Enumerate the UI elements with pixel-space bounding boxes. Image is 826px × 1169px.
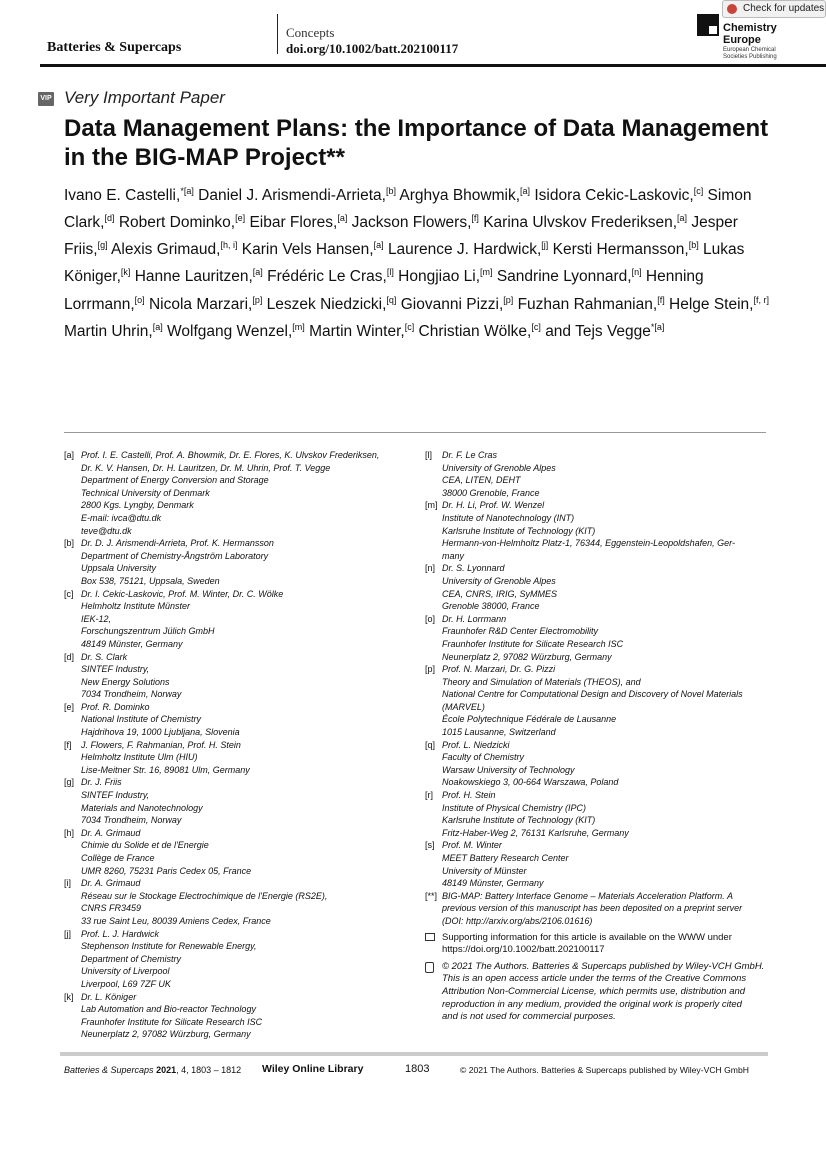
author-name: Nicola Marzari,	[148, 295, 253, 313]
affiliation-line: Dr. K. V. Hansen, Dr. H. Lauritzen, Dr. M. Uhrin, Prof. T. Vegge	[81, 462, 331, 473]
license-line-3: Attribution Non-Commercial License, which permits use, distribution and	[442, 985, 746, 997]
affiliation-line: University of Grenoble Alpes	[442, 462, 556, 473]
affiliation-line: University of Liverpool	[81, 966, 170, 977]
affiliation-line: 7034 Trondheim, Norway	[81, 815, 182, 826]
affiliation-entry	[425, 499, 770, 562]
affiliation-line: University of Grenoble Alpes	[442, 575, 556, 586]
footer-volume-pages: , 4, 1803 – 1812	[176, 1065, 242, 1075]
author-name: Martin Winter,	[309, 322, 405, 340]
affiliation-line: École Polytechnique Fédérale de Lausanne	[442, 714, 617, 725]
author-affiliation-marker: [f]	[471, 213, 479, 224]
author-name: Christian Wölke,	[418, 322, 532, 340]
affiliation-line: Prof. I. E. Castelli, Prof. A. Bhowmik, Dr. E. Flores, K. Ulvskov Frederiksen,	[81, 450, 380, 460]
affiliations-left-column	[64, 449, 404, 1041]
affiliation-line: Fraunhofer Institute for Silicate Research ISC	[81, 1016, 263, 1027]
affiliation-line: Helmholtz Institute Münster	[81, 601, 191, 612]
logo-text-chemistry: Chemistry	[723, 22, 777, 34]
author-affiliation-marker: [j]	[541, 240, 549, 251]
license-line-2: This is an open access article under the terms of the Creative Commons	[442, 973, 747, 985]
affiliation-line: Dr. I. Cekic-Laskovic, Prof. M. Winter, Dr. C. Wölke	[81, 588, 284, 599]
affiliation-entry	[64, 928, 404, 991]
author-affiliation-marker: [c]	[693, 186, 704, 196]
wiley-online-library-link[interactable]: Wiley Online Library	[262, 1063, 364, 1075]
doi-link[interactable]: doi.org/10.1002/batt.202100117	[286, 41, 459, 56]
affiliation-label: [q]	[425, 739, 436, 750]
affiliation-label: [h]	[64, 827, 75, 838]
affiliation-line: Hermann-von-Helmholtz Platz-1, 76344, Eggenstein-Leopoldshafen, Ger-	[442, 538, 735, 549]
logo-text-europe: Europe	[723, 34, 761, 46]
affiliation-label: [n]	[425, 563, 436, 574]
author-affiliation-marker: [k]	[120, 267, 131, 278]
affiliation-line: Department of Chemistry	[81, 953, 182, 964]
affiliations-right-column	[425, 449, 770, 1024]
affiliation-line: Noakowskiego 3, 00-664 Warszawa, Poland	[442, 777, 619, 788]
author-affiliation-marker: [m]	[292, 321, 305, 332]
check-updates-label: Check for updates	[743, 3, 825, 14]
logo-inner-square	[707, 24, 719, 36]
affiliation-entry	[64, 827, 404, 877]
author-affiliation-marker: [m]	[480, 267, 493, 278]
author-affiliation-marker: [l]	[386, 267, 394, 278]
affiliation-line: New Energy Solutions	[81, 676, 170, 687]
footer-rule	[60, 1052, 768, 1056]
affiliation-line: Réseau sur le Stockage Electrochimique de l'Energie (RS2E),	[81, 890, 328, 901]
affiliation-line: Department of Chemistry-Ångström Laboratory	[81, 550, 269, 561]
affiliation-line: previous version of this manuscript has been deposited on a preprint server	[442, 903, 743, 914]
author-name: Daniel J. Arismendi-Arrieta,	[198, 187, 386, 205]
affiliation-entry	[64, 877, 404, 927]
affiliation-line: Karlsruhe Institute of Technology (KIT)	[442, 815, 596, 826]
affiliation-line: Institute of Physical Chemistry (IPC)	[442, 802, 587, 813]
affiliation-entry	[425, 663, 770, 739]
affiliation-entry	[64, 651, 404, 701]
affiliation-line: Chimie du Solide et de l'Energie	[81, 840, 209, 851]
affiliation-line: Dr. S. Lyonnard	[442, 563, 505, 574]
check-for-updates-button[interactable]	[722, 0, 826, 18]
author-affiliation-marker: [c]	[404, 321, 415, 332]
author-name: Fuzhan Rahmanian,	[517, 295, 658, 313]
author-affiliation-marker: [o]	[134, 294, 145, 305]
affiliation-line: Lab Automation and Bio-reactor Technology	[81, 1004, 256, 1015]
author-name: Robert Dominko,	[118, 214, 236, 232]
author-affiliation-marker: *[a]	[650, 321, 665, 332]
author-name: Sandrine Lyonnard,	[496, 268, 632, 286]
affiliation-label: [l]	[425, 450, 433, 460]
author-name: Alexis Grimaud,	[111, 241, 221, 259]
affiliation-line: CEA, LITEN, DEHT	[442, 475, 521, 486]
author-name: Arghya Bhowmik,	[399, 187, 521, 205]
affiliation-line: Prof. L. Niedzicki	[442, 739, 510, 750]
affiliation-entry	[425, 789, 770, 839]
affiliation-line: Prof. H. Stein	[442, 790, 496, 801]
affiliation-line: Prof. L. J. Hardwick	[81, 928, 160, 939]
affiliation-line: Dr. H. Li, Prof. W. Wenzel	[442, 500, 545, 511]
affiliation-label: [j]	[64, 928, 72, 939]
author-affiliation-marker: [e]	[235, 213, 246, 224]
affiliation-line: Fritz-Haber-Weg 2, 76131 Karlsruhe, Germany	[442, 827, 629, 838]
author-name: Leszek Niedzicki,	[266, 295, 387, 313]
header-divider	[277, 14, 278, 54]
affiliation-line: Grenoble 38000, France	[442, 601, 540, 612]
affiliation-line: Helmholtz Institute Ulm (HIU)	[81, 752, 198, 763]
affiliation-line: BIG-MAP: Battery Interface Genome – Materials Acceleration Platform. A	[442, 890, 733, 901]
author-affiliation-marker: [d]	[104, 213, 115, 224]
affiliation-line: Karlsruhe Institute of Technology (KIT)	[442, 525, 596, 536]
author-affiliation-marker: [h, i]	[220, 240, 238, 251]
vip-badge-icon: VIP	[38, 92, 54, 106]
author-name: Lukas Königer,	[64, 241, 745, 286]
affiliation-line: SINTEF Industry,	[81, 664, 150, 675]
affiliation-line: 33 rue Saint Leu, 80039 Amiens Cedex, France	[81, 915, 271, 926]
author-affiliation-marker: [p]	[503, 294, 514, 305]
affiliation-label: [f]	[64, 739, 72, 750]
affiliation-line: Faculty of Chemistry	[442, 752, 525, 763]
affiliation-line: 48149 Münster, Germany	[442, 878, 544, 889]
affiliations-right-list	[425, 449, 770, 928]
affiliation-label: [k]	[64, 991, 74, 1002]
affiliation-line: Fraunhofer Institute for Silicate Research ISC	[442, 638, 624, 649]
author-affiliation-marker: [f]	[657, 294, 665, 305]
affiliation-line: National Institute of Chemistry	[81, 714, 202, 725]
affiliation-line: IEK-12,	[81, 613, 112, 624]
author-name: Karina Ulvskov Frederiksen,	[483, 214, 678, 232]
affiliation-line: Dr. F. Le Cras	[442, 450, 498, 460]
affiliation-label: [g]	[64, 777, 75, 788]
journal-name: Batteries & Supercaps	[47, 40, 182, 55]
author-name: Ivano E. Castelli,	[64, 187, 181, 205]
affiliation-line: 2800 Kgs. Lyngby, Denmark	[81, 500, 194, 511]
affiliation-label: [**]	[425, 890, 438, 901]
author-name: Martin Uhrin,	[64, 322, 153, 340]
affiliation-line: Prof. R. Dominko	[81, 701, 150, 712]
affiliation-line: Neunerplatz 2, 97082 Würzburg, Germany	[442, 651, 612, 662]
affiliation-line: CNRS FR3459	[81, 903, 142, 914]
affiliation-line: Dr. D. J. Arismendi-Arrieta, Prof. K. Hermansson	[81, 538, 274, 549]
affiliation-label: [b]	[64, 538, 75, 549]
affiliation-label: [a]	[64, 450, 75, 460]
affiliation-line: Institute of Nanotechnology (INT)	[442, 512, 575, 523]
author-affiliation-marker: [a]	[152, 321, 163, 332]
supporting-info-link[interactable]: https://doi.org/10.1002/batt.202100117	[442, 944, 605, 956]
publisher-logo[interactable]	[697, 12, 807, 60]
affiliation-line: (MARVEL)	[442, 701, 485, 712]
affiliation-line: Materials and Nanotechnology	[81, 802, 203, 813]
affiliation-line: Hajdrihova 19, 1000 Ljubljana, Slovenia	[81, 727, 240, 738]
affiliation-line: E-mail: ivca@dtu.dk	[81, 512, 162, 523]
affiliation-line: Dr. A. Grimaud	[81, 878, 141, 889]
author-name: Karin Vels Hansen,	[241, 241, 374, 259]
affiliation-line: Dr. L. Königer	[81, 991, 137, 1002]
footer-year: 2021	[156, 1065, 177, 1075]
footer-journal-name: Batteries & Supercaps	[64, 1065, 154, 1075]
affiliation-line: Theory and Simulation of Materials (THEOS), and	[442, 676, 641, 687]
affiliation-entry	[425, 739, 770, 789]
affiliation-entry	[64, 991, 404, 1041]
open-access-lock-icon	[425, 962, 434, 973]
author-affiliation-marker: [n]	[631, 267, 642, 278]
affiliation-entry	[425, 890, 770, 928]
affiliation-line: Liverpool, L69 7ZF UK	[81, 978, 171, 989]
author-affiliation-marker: [c]	[531, 321, 541, 332]
affiliation-entry	[64, 537, 404, 587]
author-affiliation-marker: [f, r]	[753, 294, 769, 305]
author-name: and Tejs Vegge	[545, 322, 651, 340]
author-name: Jackson Flowers,	[351, 214, 472, 232]
author-name: Hongjiao Li,	[398, 268, 481, 286]
affiliation-line: National Centre for Computational Design and Discovery of Novel Materials	[442, 689, 743, 700]
author-affiliation-marker: [g]	[97, 240, 108, 251]
affiliation-entry	[64, 776, 404, 826]
license-line-1: © 2021 The Authors. Batteries & Supercaps published by Wiley-VCH GmbH.	[442, 960, 765, 972]
affiliation-line: Department of Energy Conversion and Storage	[81, 475, 269, 486]
affiliation-entry	[64, 588, 404, 651]
affiliation-line: Dr. A. Grimaud	[81, 827, 141, 838]
author-name: Hanne Lauritzen,	[134, 268, 253, 286]
author-affiliation-marker: [a]	[677, 213, 688, 224]
page-number: 1803	[405, 1063, 430, 1075]
author-name: Laurence J. Hardwick,	[387, 241, 542, 259]
article-type: Very Important Paper	[64, 88, 225, 107]
affiliation-line: 7034 Trondheim, Norway	[81, 689, 182, 700]
affiliation-entry	[425, 562, 770, 612]
affiliation-entry	[425, 613, 770, 663]
crossmark-icon	[727, 4, 737, 14]
affiliation-label: [p]	[425, 664, 436, 675]
author-name: Eibar Flores,	[249, 214, 338, 232]
affiliation-entry	[64, 449, 404, 537]
affiliation-line: Dr. S. Clark	[81, 651, 128, 662]
author-name: Frédéric Le Cras,	[267, 268, 387, 286]
author-affiliation-marker: [a]	[373, 240, 384, 251]
affiliation-line: Collège de France	[81, 853, 155, 863]
author-affiliation-marker: [a]	[337, 213, 348, 224]
author-affiliation-marker: [p]	[252, 294, 263, 305]
affiliation-line: Dr. J. Friis	[81, 777, 122, 788]
affiliation-line: many	[442, 550, 465, 561]
author-affiliation-marker: *[a]	[180, 186, 194, 196]
supporting-information	[425, 932, 770, 957]
affiliation-label: [e]	[64, 701, 75, 712]
affiliation-line: Neunerplatz 2, 97082 Würzburg, Germany	[81, 1029, 251, 1040]
affiliations-rule	[64, 432, 766, 433]
affiliation-line: MEET Battery Research Center	[442, 853, 569, 863]
author-name: Henning Lorrmann,	[64, 268, 704, 313]
author-affiliation-marker: [q]	[386, 294, 397, 305]
affiliation-label: [o]	[425, 613, 436, 624]
affiliation-line: CEA, CNRS, IRIG, SyMMES	[442, 588, 558, 599]
author-name: Helge Stein,	[669, 295, 754, 313]
license-line-5: and is not used for commercial purposes.	[442, 1011, 616, 1023]
affiliation-label: [c]	[64, 588, 74, 599]
affiliation-label: [s]	[425, 840, 435, 851]
affiliation-line: Uppsala University	[81, 563, 157, 574]
affiliation-line: Fraunhofer R&D Center Electromobility	[442, 626, 599, 637]
license-statement	[425, 961, 770, 1024]
affiliation-line: Stephenson Institute for Renewable Energy,	[81, 941, 257, 952]
author-affiliation-marker: [b]	[688, 240, 699, 251]
affiliation-line: Forschungszentrum Jülich GmbH	[81, 626, 215, 637]
affiliation-line: Technical University of Denmark	[81, 487, 210, 498]
affiliation-label: [m]	[425, 500, 438, 511]
author-list	[64, 180, 774, 343]
header-rule	[40, 64, 826, 67]
footer-copyright: © 2021 The Authors. Batteries & Supercaps published by Wiley-VCH GmbH	[460, 1065, 749, 1075]
affiliation-line: University of Münster	[442, 865, 527, 876]
affiliation-line: SINTEF Industry,	[81, 790, 150, 801]
supporting-info-line-1: Supporting information for this article is available on the WWW under	[442, 931, 732, 943]
author-affiliation-marker: [b]	[385, 186, 396, 196]
affiliation-label: [d]	[64, 651, 75, 662]
author-name: Jesper Friis,	[64, 214, 738, 259]
affiliation-entry	[425, 449, 770, 499]
affiliation-line: Dr. H. Lorrmann	[442, 613, 507, 624]
affiliation-line: 38000 Grenoble, France	[442, 487, 540, 498]
affiliation-entry	[64, 739, 404, 777]
affiliation-line: Prof. N. Marzari, Dr. G. Pizzi	[442, 664, 556, 675]
affiliation-line: 48149 Münster, Germany	[81, 638, 183, 649]
affiliation-line: UMR 8260, 75231 Paris Cedex 05, France	[81, 865, 252, 876]
article-category: Concepts	[286, 25, 335, 40]
author-name: Simon Clark,	[64, 187, 752, 232]
affiliation-entry	[425, 839, 770, 889]
affiliation-line: Box 538, 75121, Uppsala, Sweden	[81, 575, 220, 586]
logo-subtext-1: European Chemical	[723, 47, 776, 53]
affiliation-label: [r]	[425, 790, 433, 801]
affiliation-entry	[64, 701, 404, 739]
affiliation-line: 1015 Lausanne, Switzerland	[442, 727, 556, 738]
affiliation-line: (DOI: http://arxiv.org/abs/2106.01616)	[442, 915, 593, 926]
article-title: Data Management Plans: the Importance of Data Management in the BIG-MAP Project**	[64, 115, 769, 171]
author-name: Wolfgang Wenzel,	[167, 322, 293, 340]
affiliation-line: Warsaw University of Technology	[442, 764, 575, 775]
affiliation-label: [i]	[64, 878, 72, 889]
affiliation-line: Prof. M. Winter	[442, 840, 502, 851]
author-affiliation-marker: [a]	[520, 186, 531, 196]
author-name: Isidora Cekic-Laskovic,	[534, 187, 694, 205]
author-name: Kersti Hermansson,	[552, 241, 689, 259]
author-name: Giovanni Pizzi,	[400, 295, 504, 313]
affiliation-line: teve@dtu.dk	[81, 525, 132, 536]
footer-citation	[64, 1065, 241, 1075]
affiliation-line: J. Flowers, F. Rahmanian, Prof. H. Stein	[81, 739, 241, 750]
computer-icon	[425, 933, 435, 941]
author-affiliation-marker: [a]	[252, 267, 263, 278]
license-line-4: reproduction in any medium, provided the original work is properly cited	[442, 998, 742, 1010]
logo-subtext-2: Societies Publishing	[723, 54, 777, 60]
affiliation-line: Lise-Meitner Str. 16, 89081 Ulm, Germany	[81, 764, 250, 775]
